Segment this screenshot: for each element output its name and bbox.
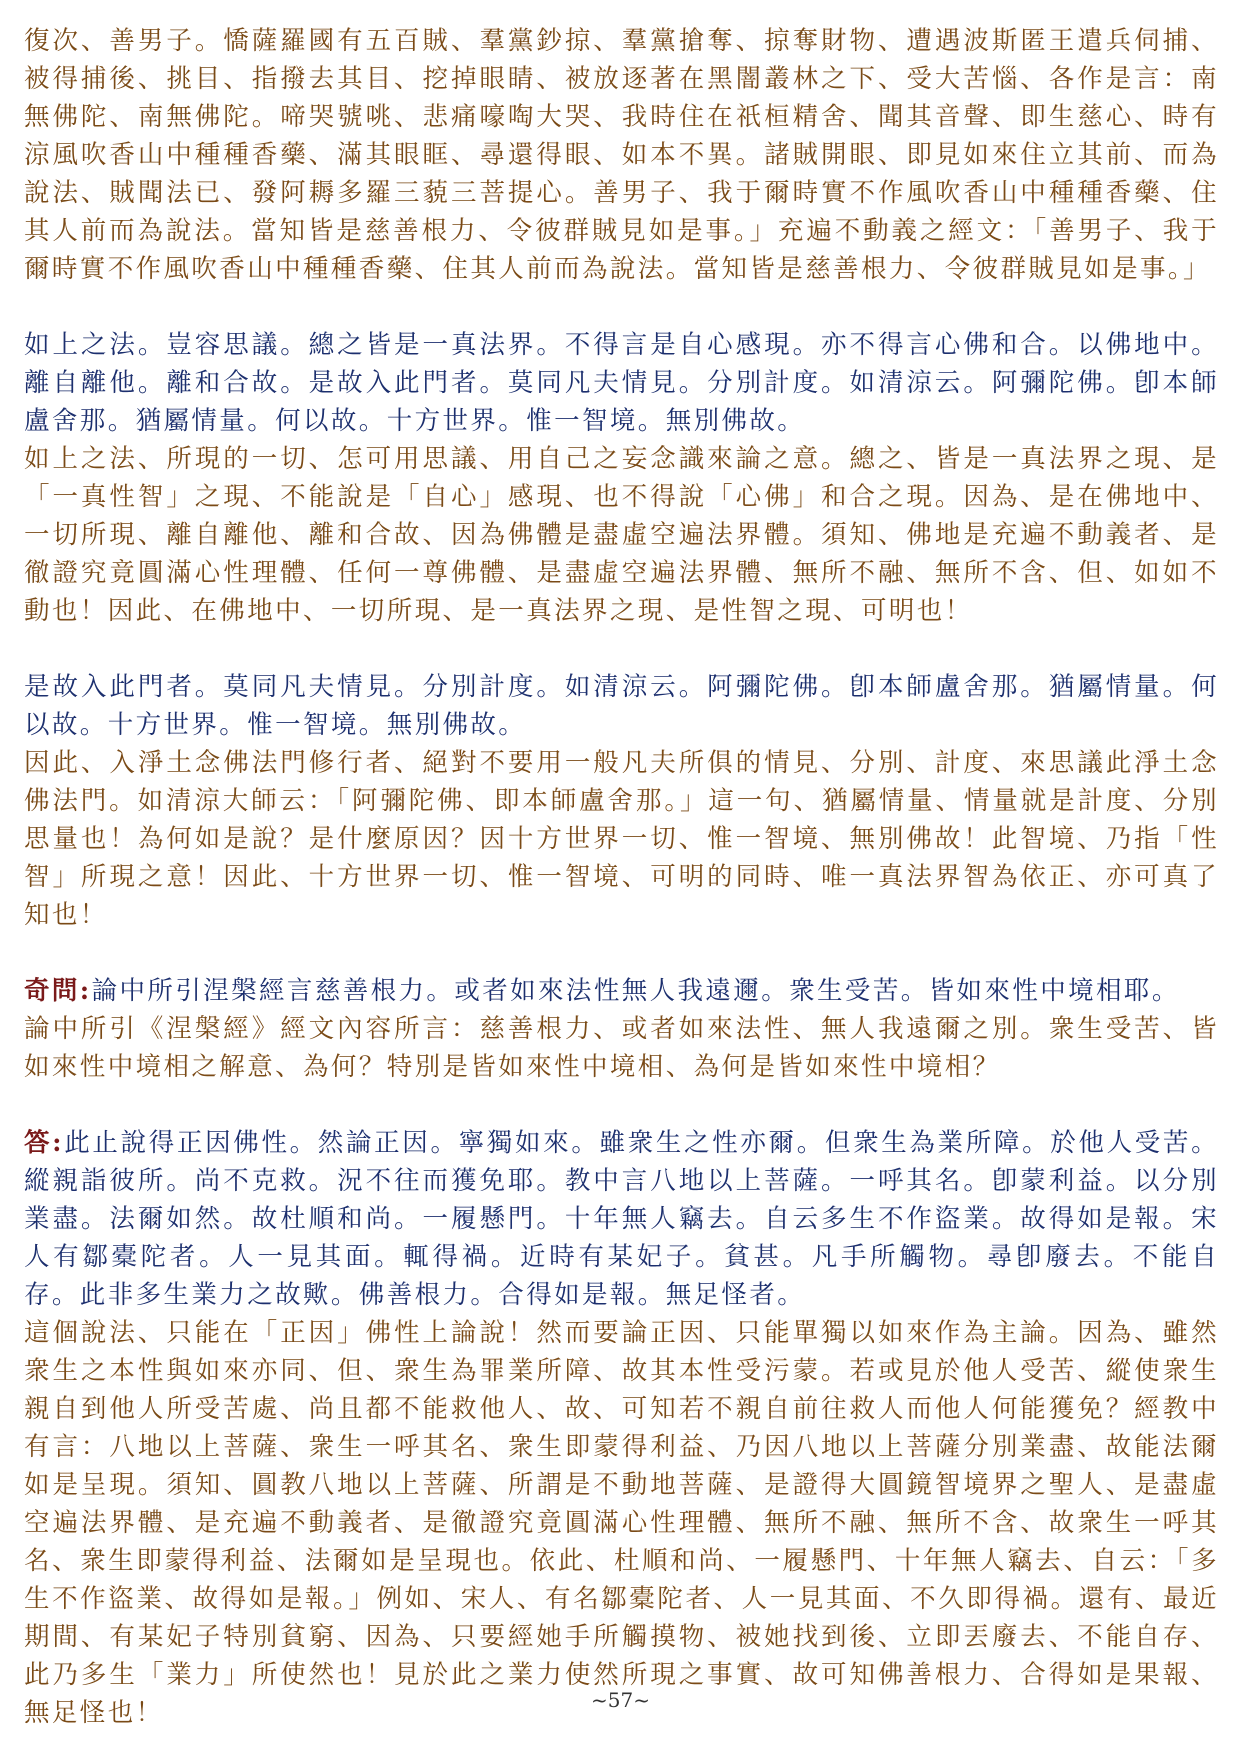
paragraph-commentary: 如上之法、所現的一切、怎可用思議、用自己之妄念識來論之意。總之、皆是一真法界之現、是「一真性智」之現、不能說是「自心」感現、也不得說「心佛」和合之現。因為、是在佛地中、一切所現、離自離他、離和合故、因為佛體是盡虛空遍法界體。須知、佛地是充遍不動義者、是徹證究竟圓滿心性理體、任何一尊佛體、是盡虛空遍法界體、無所不融、無所不含、但、如如不動也！因此、在佛地中、一切所現、是一真法界之現、是性智之現、可明也！ — [24, 444, 1219, 626]
answer-text: 此止說得正因佛性。然論正因。寧獨如來。雖衆生之性亦爾。但衆生為業所障。於他人受苦。縱親詣彼所。尚不克救。況不往而獲免耶。教中言八地以上菩薩。一呼其名。卽蒙利益。以分別業盡。法爾如然。故杜順和尚。一履懸門。十年無人竊去。自云多生不作盜業。故得如是報。宋人有鄒橐陀者。人一見其面。輒得禍。近時有某妃子。貧甚。凡手所觸物。尋卽廢去。不能自存。此非多生業力之故歟。佛善根力。合得如是報。無足怪者。 — [24, 1128, 1219, 1310]
paragraph-citation: 如上之法。豈容思議。總之皆是一真法界。不得言是自心感現。亦不得言心佛和合。以佛地中。離自離他。離和合故。是故入此門者。莫同凡夫情見。分別計度。如清涼云。阿彌陀佛。卽本師盧舍那。猶屬情量。何以故。十方世界。惟一智境。無別佛故。 — [24, 330, 1219, 436]
paragraph-commentary: 這個說法、只能在「正因」佛性上論說！然而要論正因、只能單獨以如來作為主論。因為、雖然衆生之本性與如來亦同、但、衆生為罪業所障、故其本性受污蒙。若或見於他人受苦、縱使衆生親自到他人所受苦處、尚且都不能救他人、故、可知若不親自前往救人而他人何能獲免？經教中有言：八地以上菩薩、衆生一呼其名、衆生即蒙得利益、乃因八地以上菩薩分別業盡、故能法爾如是呈現。須知、圓教八地以上菩薩、所謂是不動地菩薩、是證得大圓鏡智境界之聖人、是盡虛空遍法界體、是充遍不動義者、是徹證究竟圓滿心性理體、無所不融、無所不含、故衆生一呼其名、衆生即蒙得利益、法爾如是呈現也。依此、杜順和尚、一履懸門、十年無人竊去、自云：「多生不作盜業、故得如是報。」例如、宋人、有名鄒橐陀者、人一見其面、不久即得禍。還有、最近期間、有某妃子特別貧窮、因為、只要經她手所觸摸物、被她找到後、立即丟廢去、不能自存、此乃多生「業力」所使然也！見於此之業力使然所現之事實、故可知佛善根力、合得如是果報、無足怪也！ — [24, 1318, 1219, 1728]
paragraph-commentary: 因此、入淨土念佛法門修行者、絕對不要用一般凡夫所俱的情見、分別、計度、來思議此淨土念佛法門。如清涼大師云：「阿彌陀佛、即本師盧舍那。」這一句、猶屬情量、情量就是計度、分別思量也！為何如是說？是什麼原因？因十方世界一切、惟一智境、無別佛故！此智境、乃指「性智」所現之意！因此、十方世界一切、惟一智境、可明的同時、唯一真法界智為依正、亦可真了知也！ — [24, 748, 1219, 930]
question-text: 論中所引涅槃經言慈善根力。或者如來法性無人我遠邇。衆生受苦。皆如來性中境相耶。 — [91, 976, 1180, 1006]
answer-label: 答: — [24, 1128, 64, 1158]
paragraph-gap — [24, 630, 1219, 668]
question-label: 奇問: — [24, 976, 92, 1006]
paragraph-commentary: 論中所引《涅槃經》經文內容所言：慈善根力、或者如來法性、無人我遠爾之別。衆生受苦、皆如來性中境相之解意、為何？特別是皆如來性中境相、為何是皆如來性中境相？ — [24, 1014, 1219, 1082]
paragraph-gap — [24, 934, 1219, 972]
answer-paragraph — [24, 1124, 1219, 1314]
document-body — [24, 22, 1219, 1732]
page-number: ~57~ — [591, 1688, 650, 1712]
paragraph-gap — [24, 288, 1219, 326]
paragraph-citation: 是故入此門者。莫同凡夫情見。分別計度。如清涼云。阿彌陀佛。卽本師盧舍那。猶屬情量。何以故。十方世界。惟一智境。無別佛故。 — [24, 672, 1219, 740]
question-paragraph — [24, 972, 1219, 1010]
paragraph-sutra-commentary: 復次、善男子。憍薩羅國有五百賊、羣黨鈔掠、羣黨搶奪、掠奪財物、遭遇波斯匿王遣兵伺捕、被得捕後、挑目、指撥去其目、挖掉眼睛、被放逐著在黑闇叢林之下、受大苦惱、各作是言：南無佛陀、南無佛陀。啼哭號咷、悲痛嚎啕大哭、我時住在祇桓精舍、聞其音聲、即生慈心、時有涼風吹香山中種種香藥、滿其眼眶、尋還得眼、如本不異。諸賊開眼、即見如來住立其前、而為說法、賊聞法已、發阿耨多羅三藐三菩提心。善男子、我于爾時實不作風吹香山中種種香藥、住其人前而為說法。當知皆是慈善根力、令彼群賊見如是事。」充遍不動義之經文：「善男子、我于爾時實不作風吹香山中種種香藥、住其人前而為說法。當知皆是慈善根力、令彼群賊見如是事。」 — [24, 26, 1219, 284]
paragraph-gap — [24, 1086, 1219, 1124]
